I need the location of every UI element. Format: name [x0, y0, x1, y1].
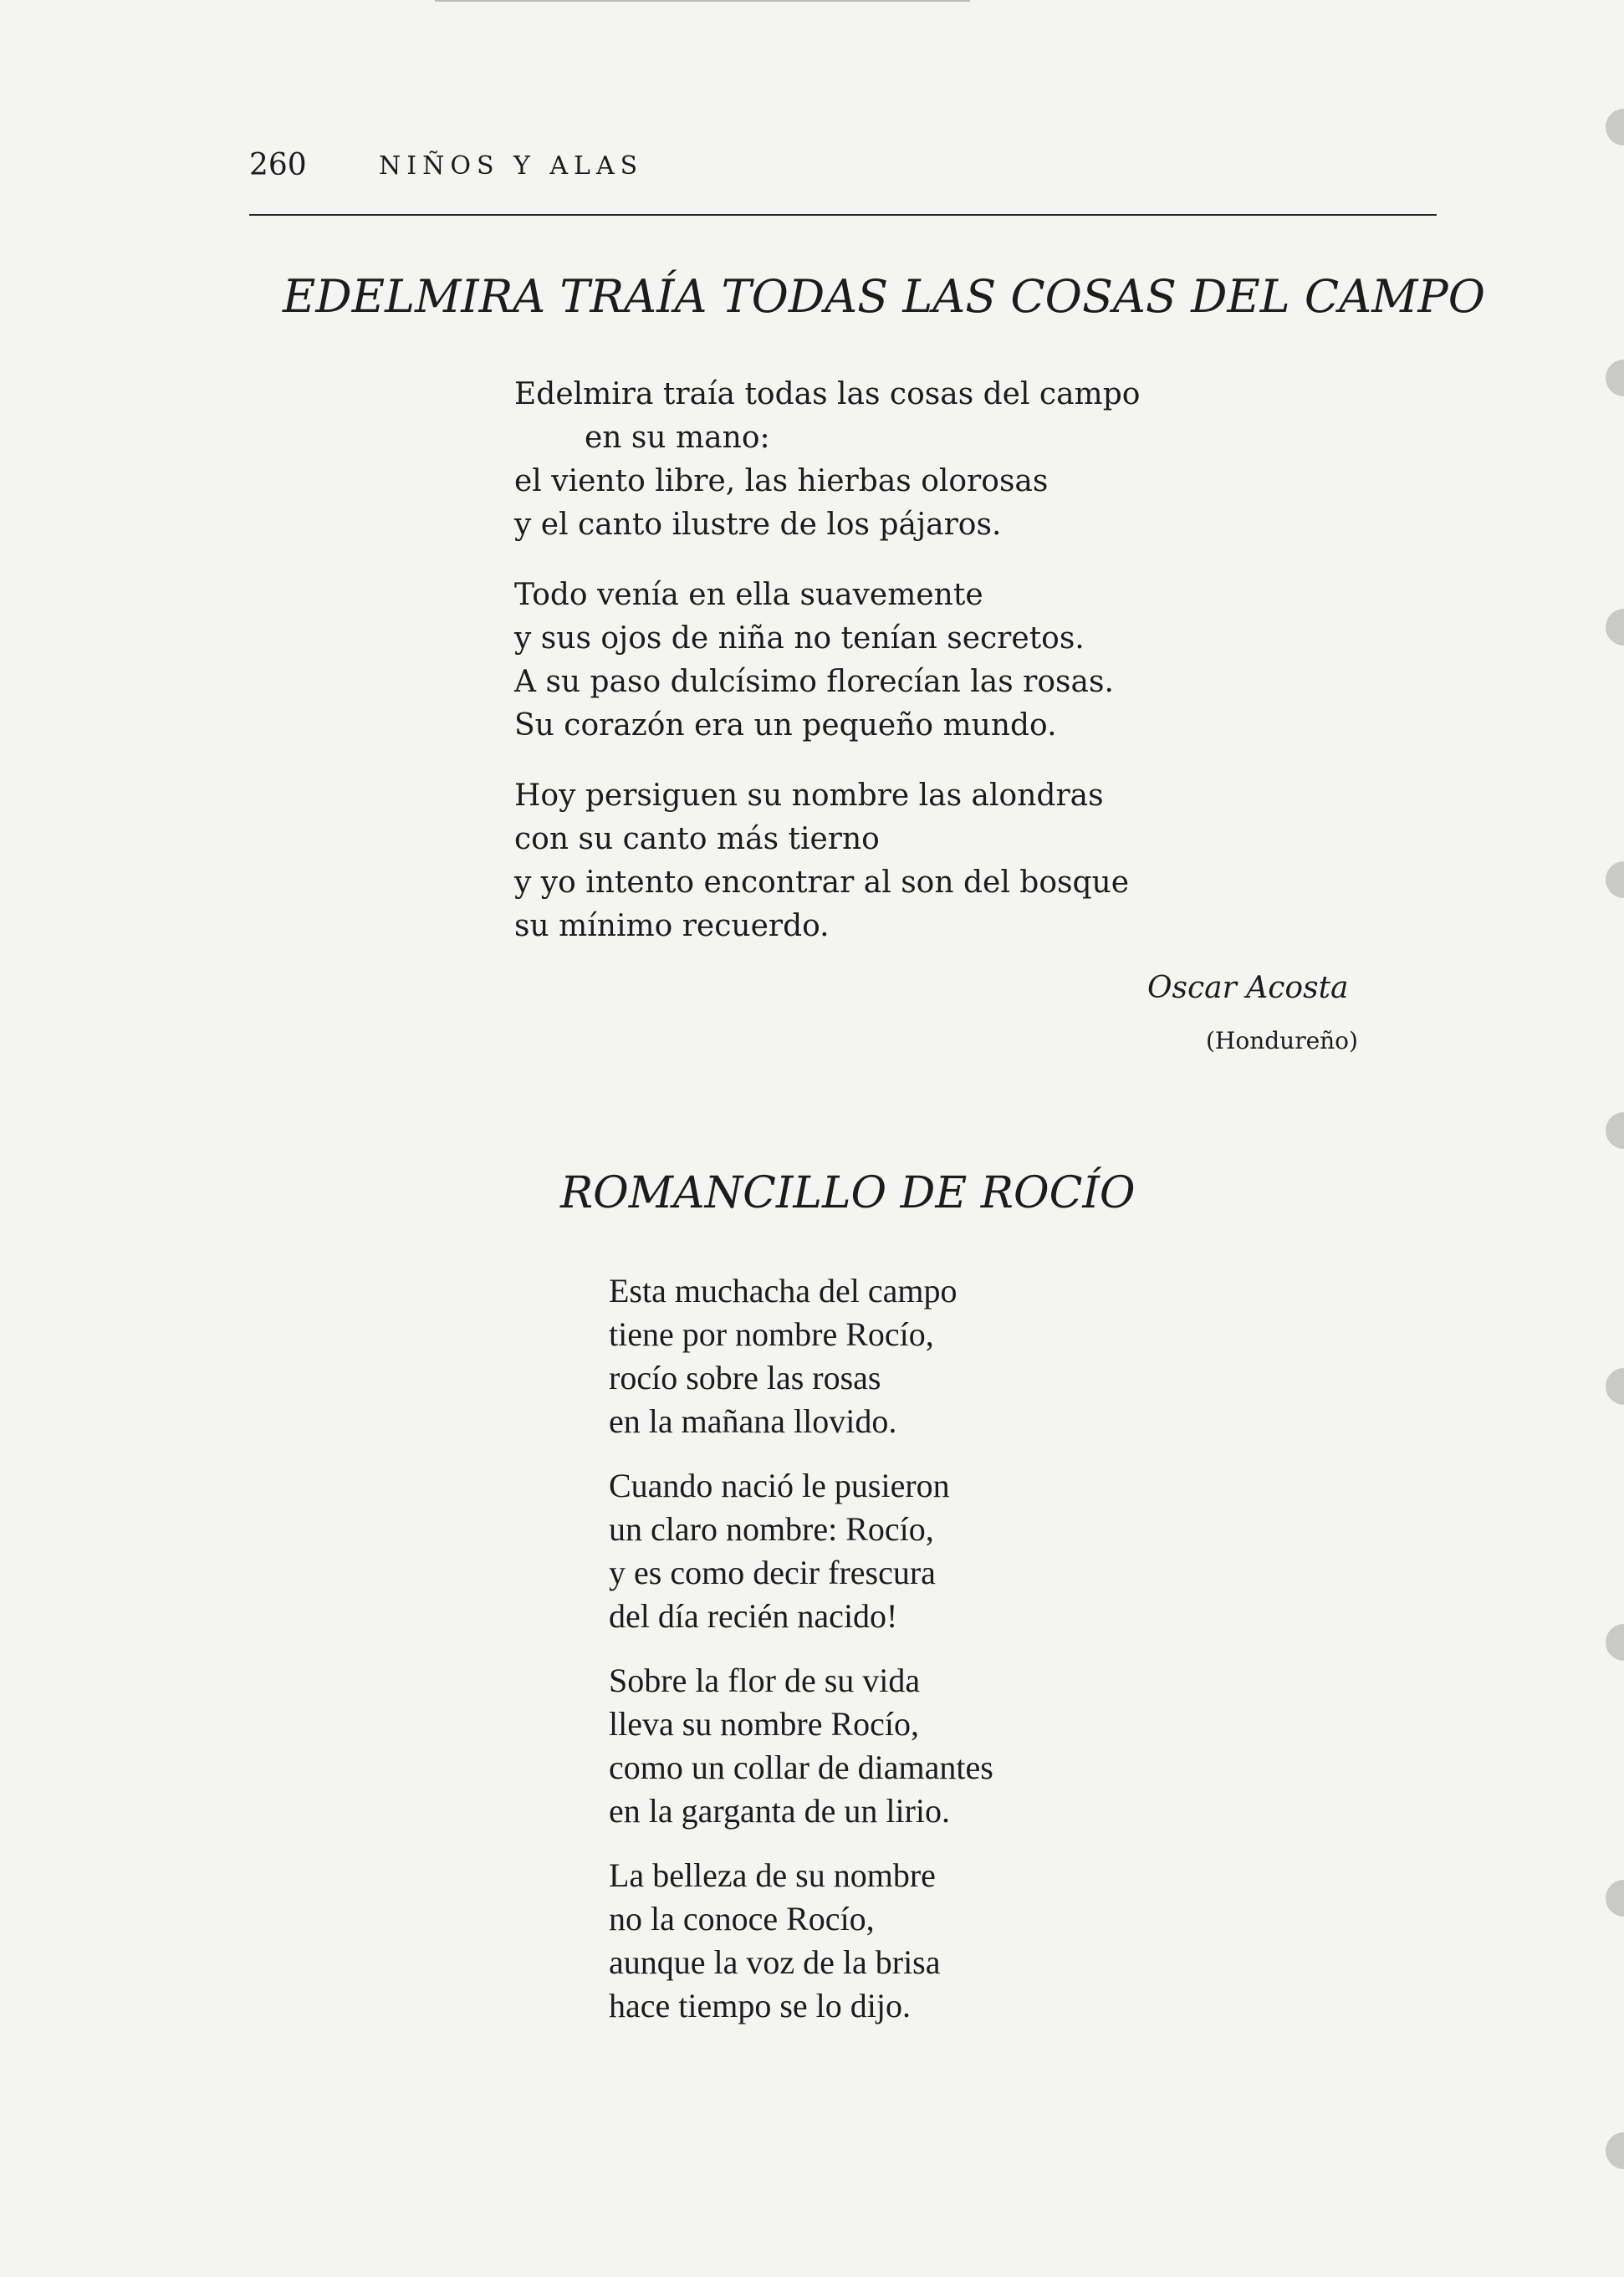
poem-line: Esta muchacha del campo	[609, 1272, 958, 1310]
poem-line: y es como decir frescura	[609, 1554, 936, 1591]
poem-line: Sobre la flor de su vida	[609, 1662, 921, 1699]
poem-body	[514, 373, 1140, 975]
poem-author: Oscar Acosta	[1147, 971, 1349, 1005]
poem-line: y sus ojos de niña no tenían secretos.	[514, 621, 1085, 656]
header-rule	[249, 214, 1437, 216]
page-top-edge	[435, 0, 970, 2]
poem-body	[609, 1269, 993, 2049]
poem-line: con su canto más tierno	[514, 822, 880, 856]
poem-line: y el canto ilustre de los pájaros.	[514, 508, 1002, 542]
poem-line: rocío sobre las rosas	[609, 1359, 881, 1396]
poem-line: no la conoce Rocío,	[609, 1900, 875, 1937]
poem-line: Hoy persiguen su nombre las alondras	[514, 779, 1104, 813]
poem-line: en la mañana llovido.	[609, 1402, 897, 1440]
poem-line: Edelmira traía todas las cosas del campo	[514, 377, 1141, 411]
poem-line: tiene por nombre Rocío,	[609, 1315, 934, 1353]
punch-hole	[1606, 1624, 1624, 1661]
poem-line: en su mano:	[585, 421, 770, 455]
punch-hole	[1606, 109, 1624, 146]
stanza	[514, 373, 1140, 547]
punch-hole	[1606, 360, 1624, 396]
poem-title: EDELMIRA TRAÍA TODAS LAS COSAS DEL CAMPO	[283, 270, 1486, 323]
stanza	[514, 774, 1140, 948]
page-header	[249, 149, 1437, 182]
page-number: 260	[249, 148, 307, 182]
punch-hole	[1606, 609, 1624, 646]
stanza	[609, 1659, 993, 1833]
poem-line: un claro nombre: Rocío,	[609, 1510, 934, 1548]
poem-line: Su corazón era un pequeño mundo.	[514, 708, 1057, 743]
poem-line: hace tiempo se lo dijo.	[609, 1987, 912, 2024]
stanza	[514, 574, 1140, 748]
stanza	[609, 1269, 993, 1443]
poem-line: La belleza de su nombre	[609, 1856, 936, 1894]
poem-line: en la garganta de un lirio.	[609, 1792, 951, 1830]
stanza	[609, 1464, 993, 1638]
poem-line: su mínimo recuerdo.	[514, 909, 830, 943]
stanza	[609, 1854, 993, 2028]
poem-line: como un collar de diamantes	[609, 1749, 993, 1786]
poem-line: lleva su nombre Rocío,	[609, 1705, 920, 1743]
poem-line: y yo intento encontrar al son del bosque	[514, 865, 1130, 900]
poem-line: Cuando nació le pusieron	[609, 1467, 950, 1504]
author-nationality: (Hondureño)	[1206, 1027, 1358, 1054]
poem-title: ROMANCILLO DE ROCÍO	[560, 1168, 1136, 1218]
poem-line: el viento libre, las hierbas olorosas	[514, 464, 1049, 498]
punch-hole	[1606, 861, 1624, 898]
punch-hole	[1606, 1880, 1624, 1917]
running-title: NIÑOS Y ALAS	[379, 151, 644, 181]
poem-line: Todo venía en ella suavemente	[514, 578, 983, 612]
poem-line: aunque la voz de la brisa	[609, 1943, 941, 1981]
punch-hole	[1606, 2132, 1624, 2169]
poem-line: A su paso dulcísimo florecían las rosas.	[514, 665, 1114, 699]
punch-hole	[1606, 1112, 1624, 1149]
punch-hole	[1606, 1368, 1624, 1405]
poem-line: del día recién nacido!	[609, 1597, 898, 1635]
